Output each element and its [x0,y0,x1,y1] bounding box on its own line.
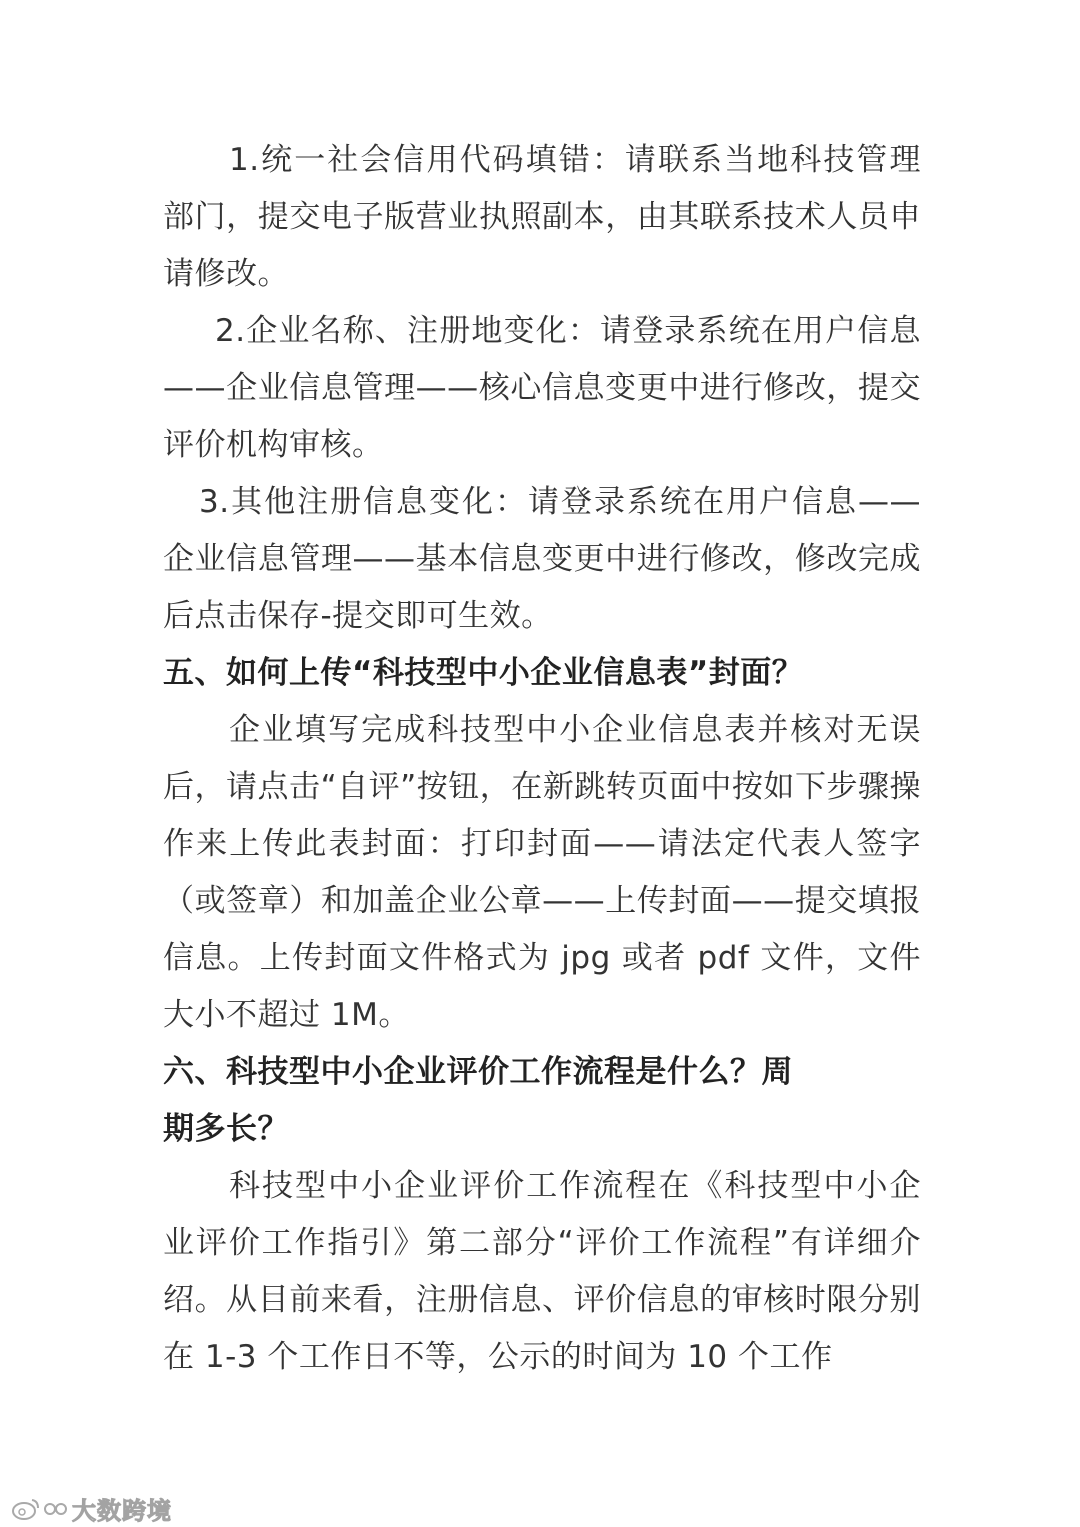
heading-section-6-wrap [163,1044,823,1158]
watermark-text: 大数跨境 [72,1497,172,1525]
heading-section-5: 五、如何上传“科技型中小企业信息表”封面？ [163,655,804,691]
weibo-logo-icon [10,1496,68,1522]
watermark [10,1491,172,1526]
paragraph-upload-cover: 企业填写完成科技型中小企业信息表并核对无误后，请点击“自评”按钮，在新跳转页面中按如下步骤操作来上传此表封面：打印封面——请法定代表人签字（或签章）和加盖企业公章——上传封面——提交填报信息。上传封面文件格式为 jpg 或者 pdf 文件，文件大小不超过 1M。 [163,712,921,1033]
document-body [163,132,921,1386]
heading-section-6: 六、科技型中小企业评价工作流程是什么？周期多长？ [163,1054,793,1147]
paragraph-name-change: 2.企业名称、注册地变化：请登录系统在用户信息——企业信息管理——核心信息变更中进行修改，提交评价机构审核。 [163,313,921,463]
paragraph-workflow: 科技型中小企业评价工作流程在《科技型中小企业评价工作指引》第二部分“评价工作流程”有详细介绍。从目前来看，注册信息、评价信息的审核时限分别在 1-3 个工作日不等，公示的时间为 10 个工作 [163,1168,921,1375]
paragraph-other-change: 3.其他注册信息变化：请登录系统在用户信息——企业信息管理——基本信息变更中进行修改，修改完成后点击保存-提交即可生效。 [163,484,921,634]
paragraph-credit-code: 1.统一社会信用代码填错：请联系当地科技管理部门，提交电子版营业执照副本，由其联系技术人员申请修改。 [163,142,921,292]
